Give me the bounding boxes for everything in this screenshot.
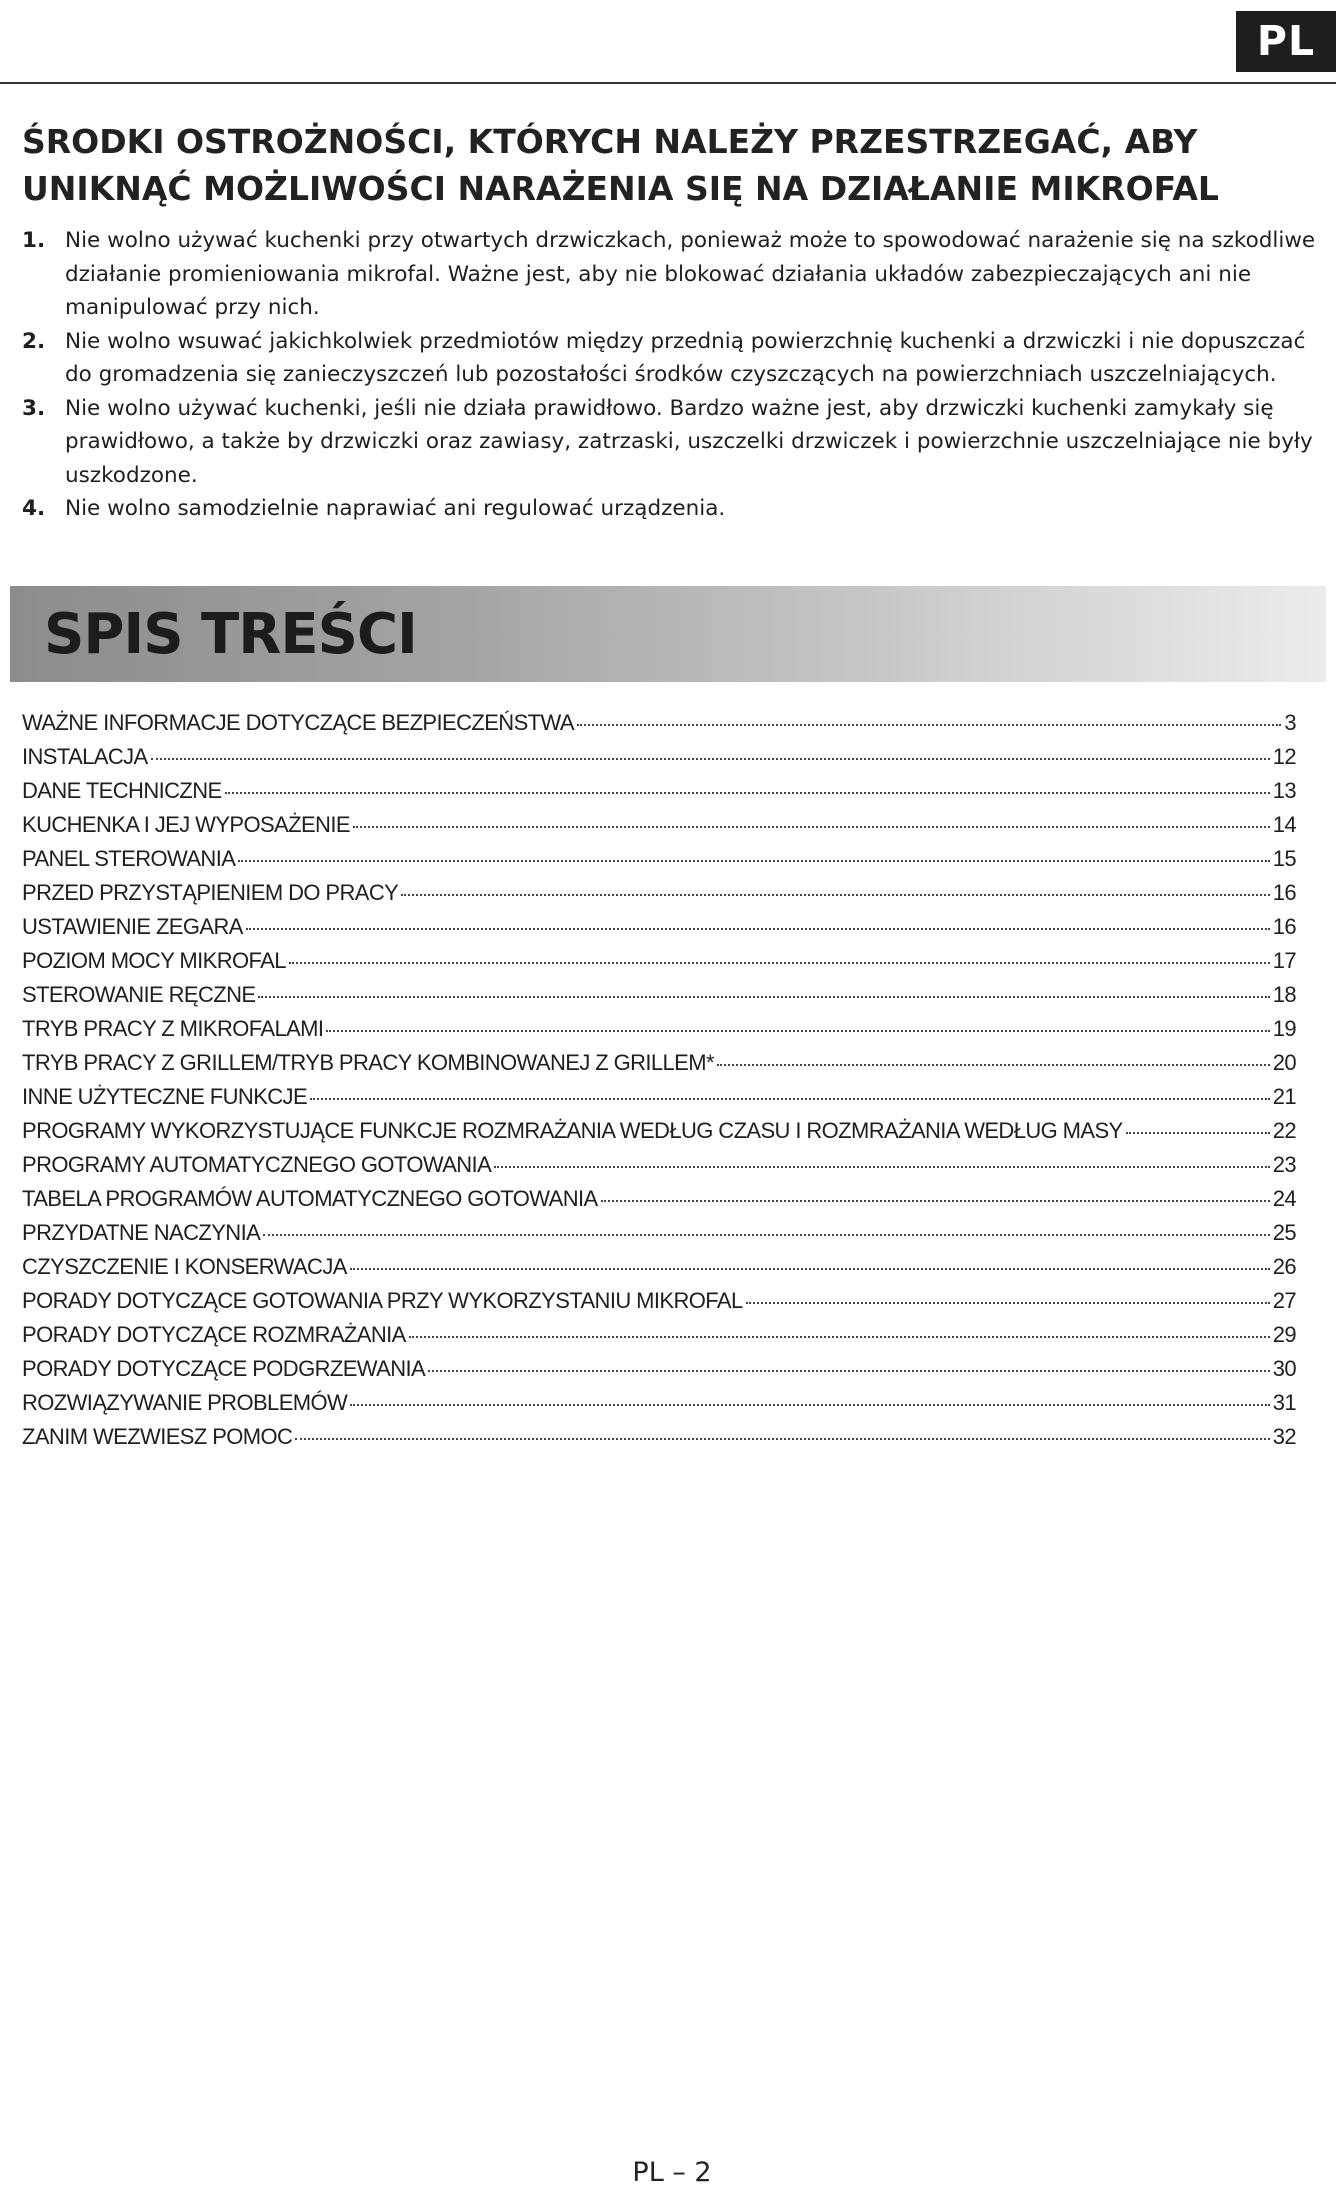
toc-leader-dots [263, 1234, 1270, 1236]
precautions-list [22, 224, 1322, 526]
toc-entry-label: PORADY DOTYCZĄCE PODGRZEWANIA [22, 1356, 426, 1381]
toc-entry-page: 29 [1272, 1322, 1296, 1347]
toc-entry[interactable] [22, 1182, 1296, 1216]
toc-entry[interactable] [22, 1420, 1296, 1454]
page-number: PL – 2 [632, 2157, 712, 2188]
toc-leader-dots [409, 1336, 1270, 1338]
toc-entry[interactable] [22, 706, 1296, 740]
precaution-text: Nie wolno używać kuchenki przy otwartych drzwiczkach, ponieważ może to spowodować narażenie się na szkodliwe działanie promieniowania mikrofal. Ważne jest, aby nie blokować działania układów zabezpieczających ani nie manipulować przy nich. [65, 228, 1316, 320]
toc-entry-label: WAŻNE INFORMACJE DOTYCZĄCE BEZPIECZEŃSTWA [22, 710, 574, 735]
toc-entry[interactable] [22, 1352, 1296, 1386]
toc-entry-label: ZANIM WEZWIESZ POMOC [22, 1424, 293, 1449]
precaution-number: 2. [22, 328, 46, 354]
header-divider [0, 82, 1336, 84]
toc-entry[interactable] [22, 910, 1296, 944]
toc-entry[interactable] [22, 1284, 1296, 1318]
toc-banner [10, 586, 1326, 682]
toc-entry-page: 12 [1272, 744, 1296, 769]
precaution-text: Nie wolno używać kuchenki, jeśli nie działa prawidłowo. Bardzo ważne jest, aby drzwiczki kuchenki zamykały się prawidłowo, a także by drzwiczki oraz zawiasy, zatrzaski, uszczelki drzwiczek i powierzchnie uszczelniające nie były uszkodzone. [65, 395, 1313, 488]
toc-leader-dots [401, 894, 1270, 896]
toc-entry-page: 13 [1272, 778, 1296, 803]
toc-entry[interactable] [22, 1216, 1296, 1250]
precautions-heading: ŚRODKI OSTROŻNOŚCI, KTÓRYCH NALEŻY PRZESTRZEGAĆ, ABY UNIKNĄĆ MOŻLIWOŚCI NARAŻENIA SIĘ NA DZIAŁANIE MIKROFAL [22, 122, 1219, 208]
toc-entry-page: 30 [1272, 1356, 1296, 1381]
toc-entry[interactable] [22, 978, 1296, 1012]
toc-entry-label: PANEL STEROWANIA [22, 846, 236, 871]
toc-entry-label: POZIOM MOCY MIKROFAL [22, 948, 286, 973]
toc-entry[interactable] [22, 808, 1296, 842]
toc-entry-page: 16 [1272, 914, 1296, 939]
precaution-item [22, 392, 1322, 493]
toc-leader-dots [353, 826, 1270, 828]
toc-leader-dots [350, 1404, 1270, 1406]
toc-leader-dots [246, 928, 1270, 930]
toc-entry[interactable] [22, 1012, 1296, 1046]
toc-entry[interactable] [22, 1250, 1296, 1284]
toc-entry-page: 21 [1272, 1084, 1296, 1109]
toc-entry-label: INSTALACJA [22, 744, 148, 769]
toc-leader-dots [151, 758, 1270, 760]
toc-entry-label: TABELA PROGRAMÓW AUTOMATYCZNEGO GOTOWANIA [22, 1186, 598, 1211]
toc-entry-page: 16 [1272, 880, 1296, 905]
precaution-item [22, 325, 1322, 392]
toc-entry-page: 19 [1272, 1016, 1296, 1041]
toc-entry-label: PORADY DOTYCZĄCE GOTOWANIA PRZY WYKORZYSTANIU MIKROFAL [22, 1288, 743, 1313]
toc-entry[interactable] [22, 1148, 1296, 1182]
toc-entry-page: 25 [1272, 1220, 1296, 1245]
toc-entry-label: KUCHENKA I JEJ WYPOSAŻENIE [22, 812, 350, 837]
toc-entry-page: 17 [1272, 948, 1296, 973]
toc-entry[interactable] [22, 944, 1296, 978]
toc-entry-page: 22 [1272, 1118, 1296, 1143]
toc-entry[interactable] [22, 842, 1296, 876]
table-of-contents [22, 706, 1296, 1454]
toc-entry-label: PORADY DOTYCZĄCE ROZMRAŻANIA [22, 1322, 406, 1347]
toc-entry[interactable] [22, 1046, 1296, 1080]
toc-entry-label: TRYB PRACY Z GRILLEM/TRYB PRACY KOMBINOWANEJ Z GRILLEM* [22, 1050, 714, 1075]
toc-leader-dots [1126, 1132, 1270, 1134]
toc-leader-dots [577, 724, 1281, 726]
precaution-item [22, 492, 1322, 526]
toc-entry-page: 14 [1272, 812, 1296, 837]
toc-entry-label: PRZED PRZYSTĄPIENIEM DO PRACY [22, 880, 399, 905]
toc-entry-label: CZYSZCZENIE I KONSERWACJA [22, 1254, 347, 1279]
toc-leader-dots [746, 1302, 1270, 1304]
toc-entry-page: 23 [1272, 1152, 1296, 1177]
toc-leader-dots [295, 1438, 1269, 1440]
toc-entry[interactable] [22, 1386, 1296, 1420]
toc-entry[interactable] [22, 876, 1296, 910]
toc-entry-page: 3 [1284, 710, 1296, 735]
toc-entry[interactable] [22, 774, 1296, 808]
toc-entry-page: 32 [1272, 1424, 1296, 1449]
toc-entry-page: 26 [1272, 1254, 1296, 1279]
toc-leader-dots [717, 1064, 1270, 1066]
toc-entry-label: USTAWIENIE ZEGARA [22, 914, 243, 939]
toc-entry[interactable] [22, 1318, 1296, 1352]
toc-entry-label: DANE TECHNICZNE [22, 778, 222, 803]
toc-entry-page: 15 [1272, 846, 1296, 871]
precaution-text: Nie wolno samodzielnie naprawiać ani regulować urządzenia. [65, 496, 726, 521]
toc-entry-page: 18 [1272, 982, 1296, 1007]
toc-entry-label: PRZYDATNE NACZYNIA [22, 1220, 261, 1245]
precaution-number: 4. [22, 496, 46, 521]
toc-leader-dots [326, 1030, 1269, 1032]
toc-entry[interactable] [22, 1114, 1296, 1148]
toc-entry-label: INNE UŻYTECZNE FUNKCJE [22, 1084, 308, 1109]
toc-leader-dots [428, 1370, 1270, 1372]
toc-leader-dots [601, 1200, 1270, 1202]
toc-entry-page: 20 [1272, 1050, 1296, 1075]
toc-entry-label: STEROWANIE RĘCZNE [22, 982, 256, 1007]
toc-leader-dots [238, 860, 1269, 862]
toc-entry-label: PROGRAMY WYKORZYSTUJĄCE FUNKCJE ROZMRAŻANIA WEDŁUG CZASU I ROZMRAŻANIA WEDŁUG MASY [22, 1118, 1123, 1143]
toc-title: SPIS TREŚCI [44, 602, 417, 667]
toc-leader-dots [350, 1268, 1270, 1270]
toc-entry-label: TRYB PRACY Z MIKROFALAMI [22, 1016, 324, 1041]
toc-leader-dots [494, 1166, 1270, 1168]
precaution-number: 3. [22, 395, 46, 421]
toc-leader-dots [310, 1098, 1270, 1100]
toc-entry-page: 27 [1272, 1288, 1296, 1313]
toc-leader-dots [225, 792, 1270, 794]
precaution-text: Nie wolno wsuwać jakichkolwiek przedmiotów między przednią powierzchnię kuchenki a drzwiczki i nie dopuszczać do gromadzenia się zanieczyszczeń lub pozostałości środków czyszczących na powierzchniach uszczelniających. [65, 328, 1306, 387]
toc-entry-page: 24 [1272, 1186, 1296, 1211]
toc-entry-page: 31 [1272, 1390, 1296, 1415]
toc-leader-dots [258, 996, 1269, 998]
precaution-item [22, 224, 1322, 325]
precaution-number: 1. [22, 228, 46, 253]
toc-leader-dots [289, 962, 1270, 964]
language-tab: PL [1236, 11, 1336, 72]
toc-entry[interactable] [22, 1080, 1296, 1114]
toc-entry[interactable] [22, 740, 1296, 774]
toc-entry-label: PROGRAMY AUTOMATYCZNEGO GOTOWANIA [22, 1152, 492, 1177]
toc-entry-label: ROZWIĄZYWANIE PROBLEMÓW [22, 1390, 348, 1415]
